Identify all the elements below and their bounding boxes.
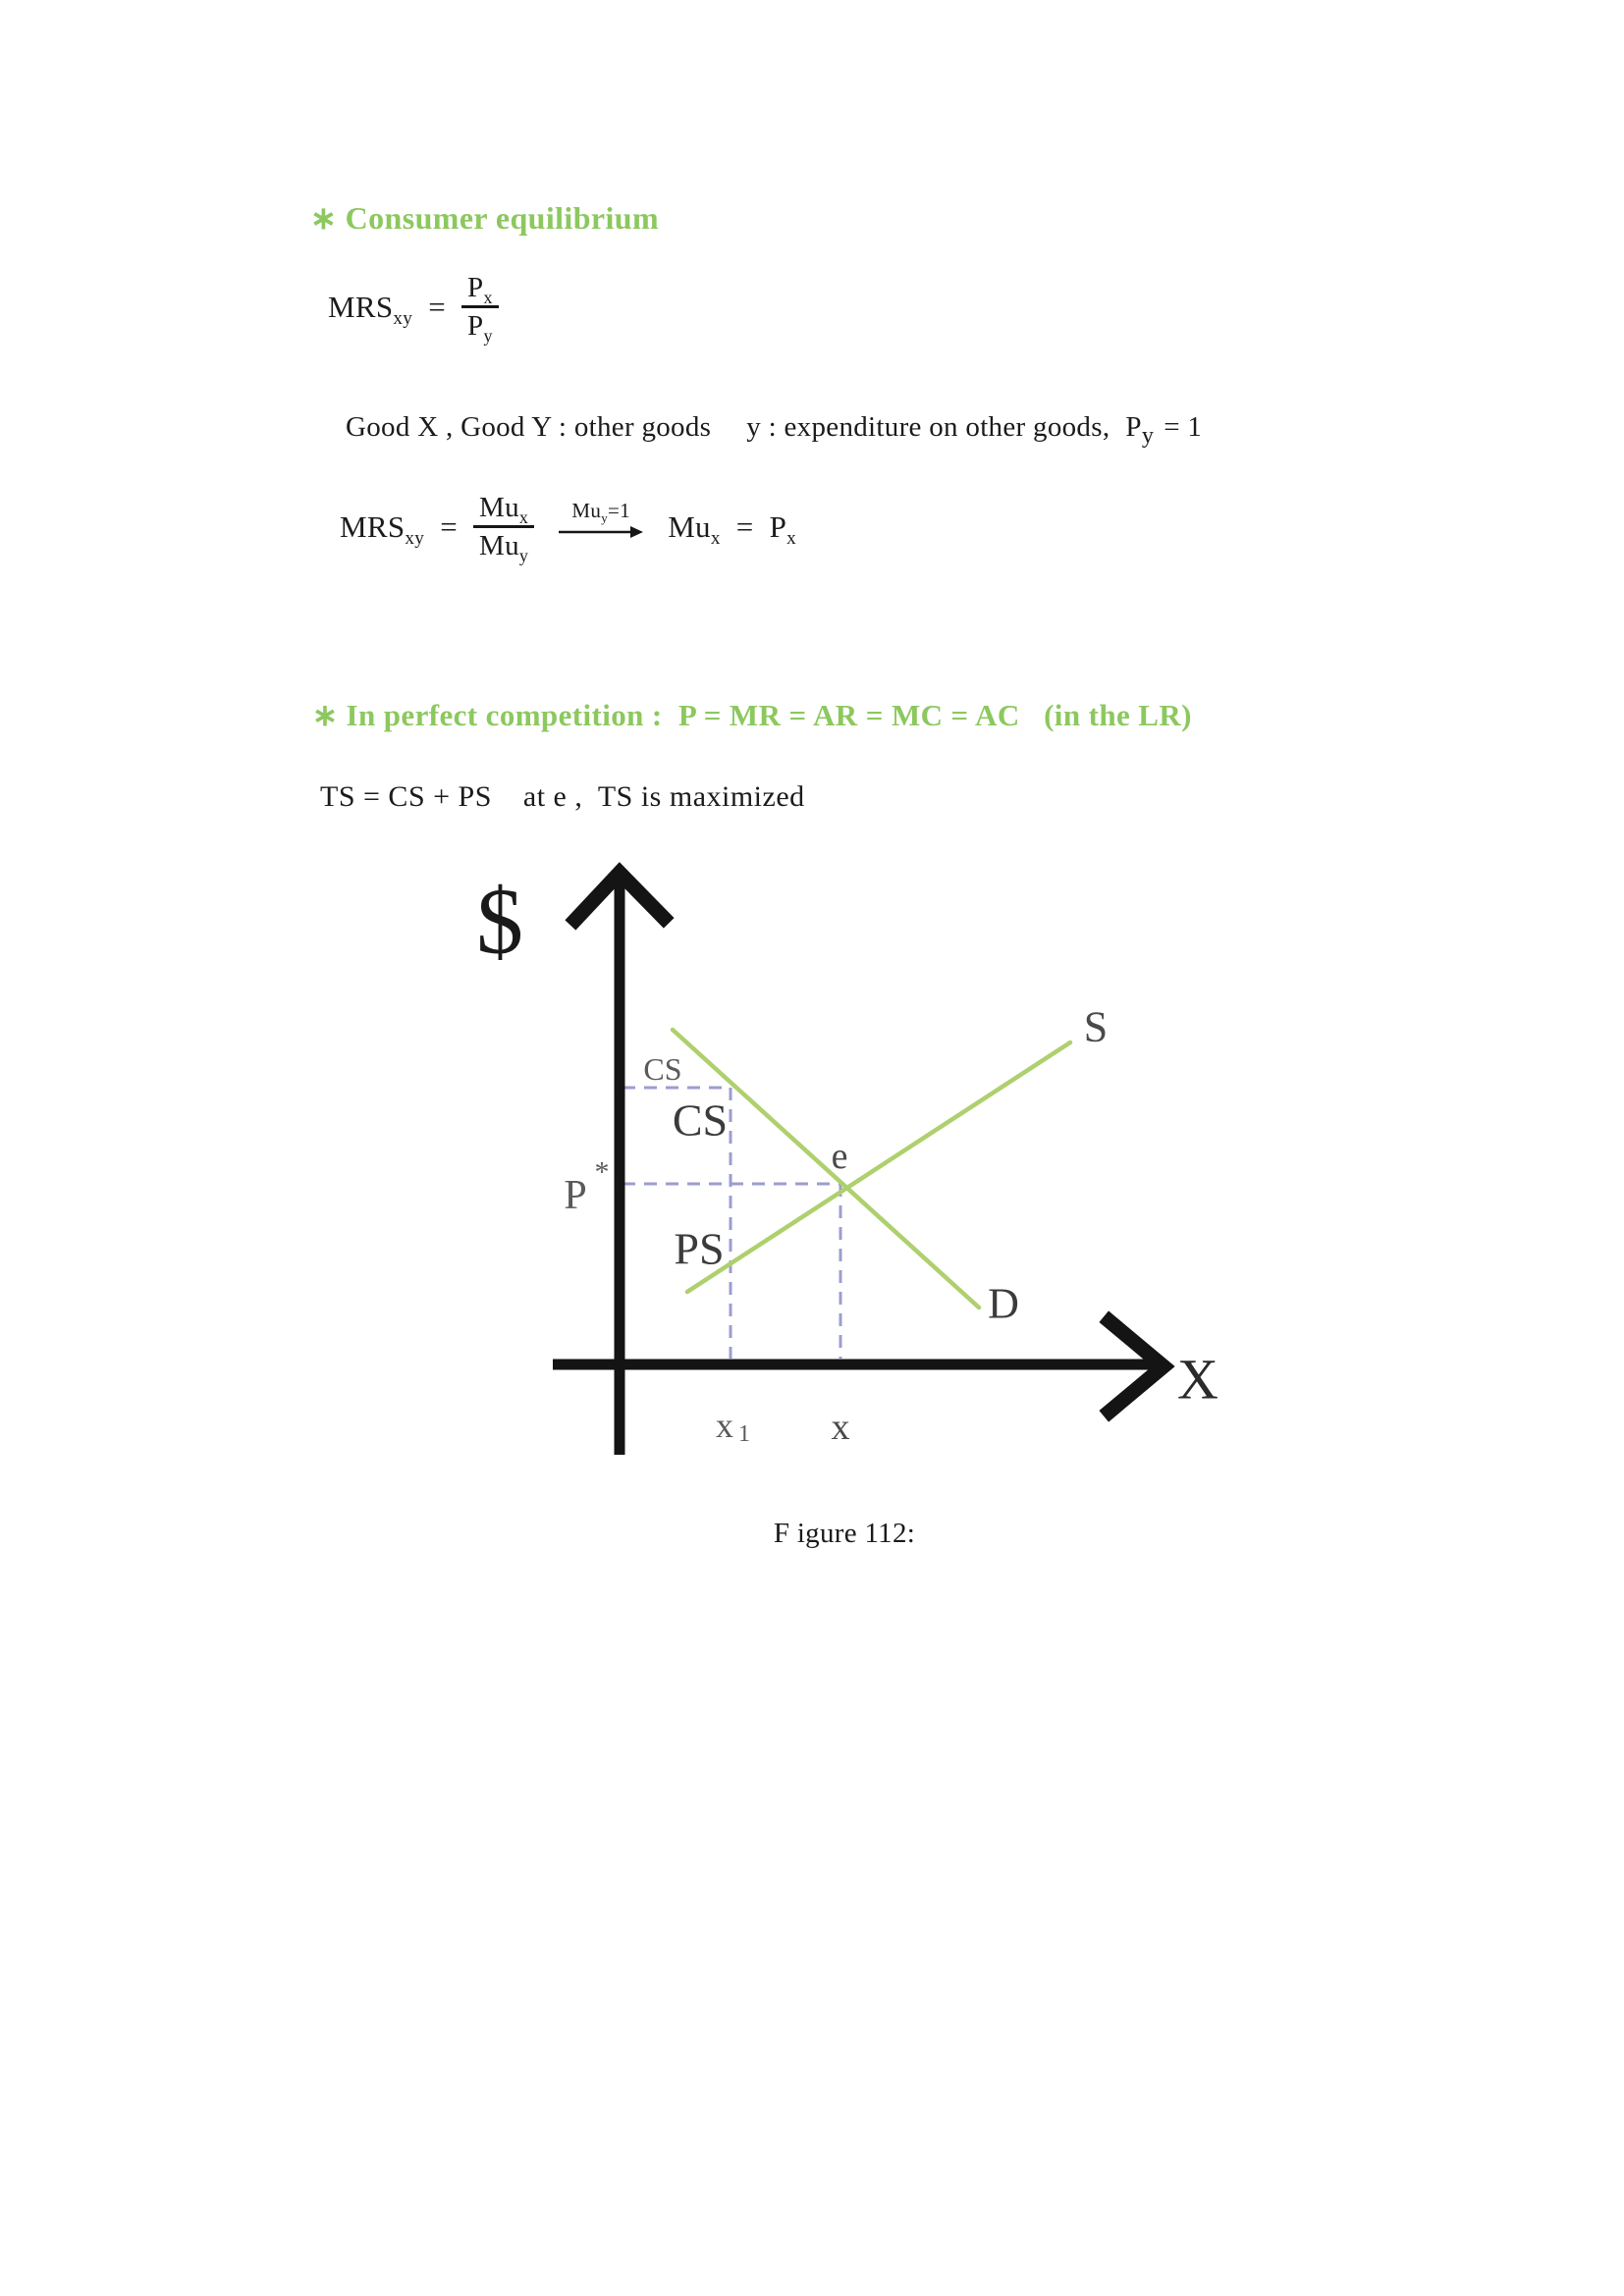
x-axis-label: X bbox=[1177, 1347, 1218, 1412]
supply-label: S bbox=[1083, 1002, 1109, 1051]
fraction-mux-muy bbox=[473, 492, 534, 566]
result-rhs: $P_x$ bbox=[769, 508, 797, 550]
formula-mrs-marginal-utility bbox=[340, 492, 797, 566]
equilibrium-price-star: * bbox=[594, 1155, 610, 1189]
cs-upper-label: CS bbox=[643, 1051, 682, 1087]
fraction-px-py bbox=[461, 272, 499, 347]
implication-arrow-block bbox=[558, 499, 644, 540]
consumer-surplus-label: CS bbox=[672, 1095, 729, 1146]
formula-mrs-price-ratio bbox=[328, 272, 499, 347]
fraction-numerator: $Mu_x$ bbox=[479, 492, 529, 527]
section-heading-perfect-competition: ∗ In perfect competition : P = MR = AR = MC = AC (in the LR) bbox=[312, 698, 1192, 732]
equilibrium-point-label: e bbox=[831, 1136, 848, 1177]
equals-sign: = bbox=[440, 508, 458, 544]
total-surplus-line: TS = CS + PS at e , TS is maximized bbox=[320, 780, 805, 813]
formula-lhs: $MRS_{xy}$ bbox=[340, 508, 425, 550]
arrow-condition: $Mu_y=1$ bbox=[571, 498, 630, 526]
figure-caption: F igure 112: bbox=[773, 1518, 916, 1549]
right-arrow-icon bbox=[558, 524, 644, 540]
equilibrium-price-label: P bbox=[564, 1173, 587, 1218]
producer-surplus-label: PS bbox=[674, 1223, 725, 1274]
py-term: $P_y$ bbox=[1125, 411, 1155, 449]
section-heading-consumer-equilibrium: ∗ Consumer equilibrium bbox=[310, 200, 660, 236]
result-lhs: $Mu_x$ bbox=[668, 508, 721, 550]
goods-part1: Good X , Good Y : other goods bbox=[346, 411, 712, 443]
demand-label: D bbox=[988, 1279, 1019, 1328]
fraction-denominator: $Mu_y$ bbox=[473, 525, 534, 561]
equals-sign: = bbox=[428, 289, 446, 324]
py-equals-one: = 1 bbox=[1164, 411, 1203, 443]
goods-definition-line bbox=[346, 411, 1202, 450]
fraction-numerator: $P_x$ bbox=[467, 272, 493, 307]
equals-sign: = bbox=[735, 508, 754, 544]
supply-curve bbox=[687, 1042, 1070, 1292]
fraction-denominator: $P_y$ bbox=[461, 305, 499, 341]
quantity-x1-label: x bbox=[716, 1406, 733, 1445]
y-axis-dollar-label: $ bbox=[476, 868, 523, 974]
formula-lhs: $MRS_{xy}$ bbox=[328, 289, 413, 330]
quantity-x-label: x bbox=[831, 1407, 850, 1448]
quantity-x1-subscript: 1 bbox=[738, 1421, 750, 1447]
supply-demand-figure bbox=[393, 844, 1276, 1492]
goods-part2: y : expenditure on other goods, bbox=[746, 411, 1110, 443]
